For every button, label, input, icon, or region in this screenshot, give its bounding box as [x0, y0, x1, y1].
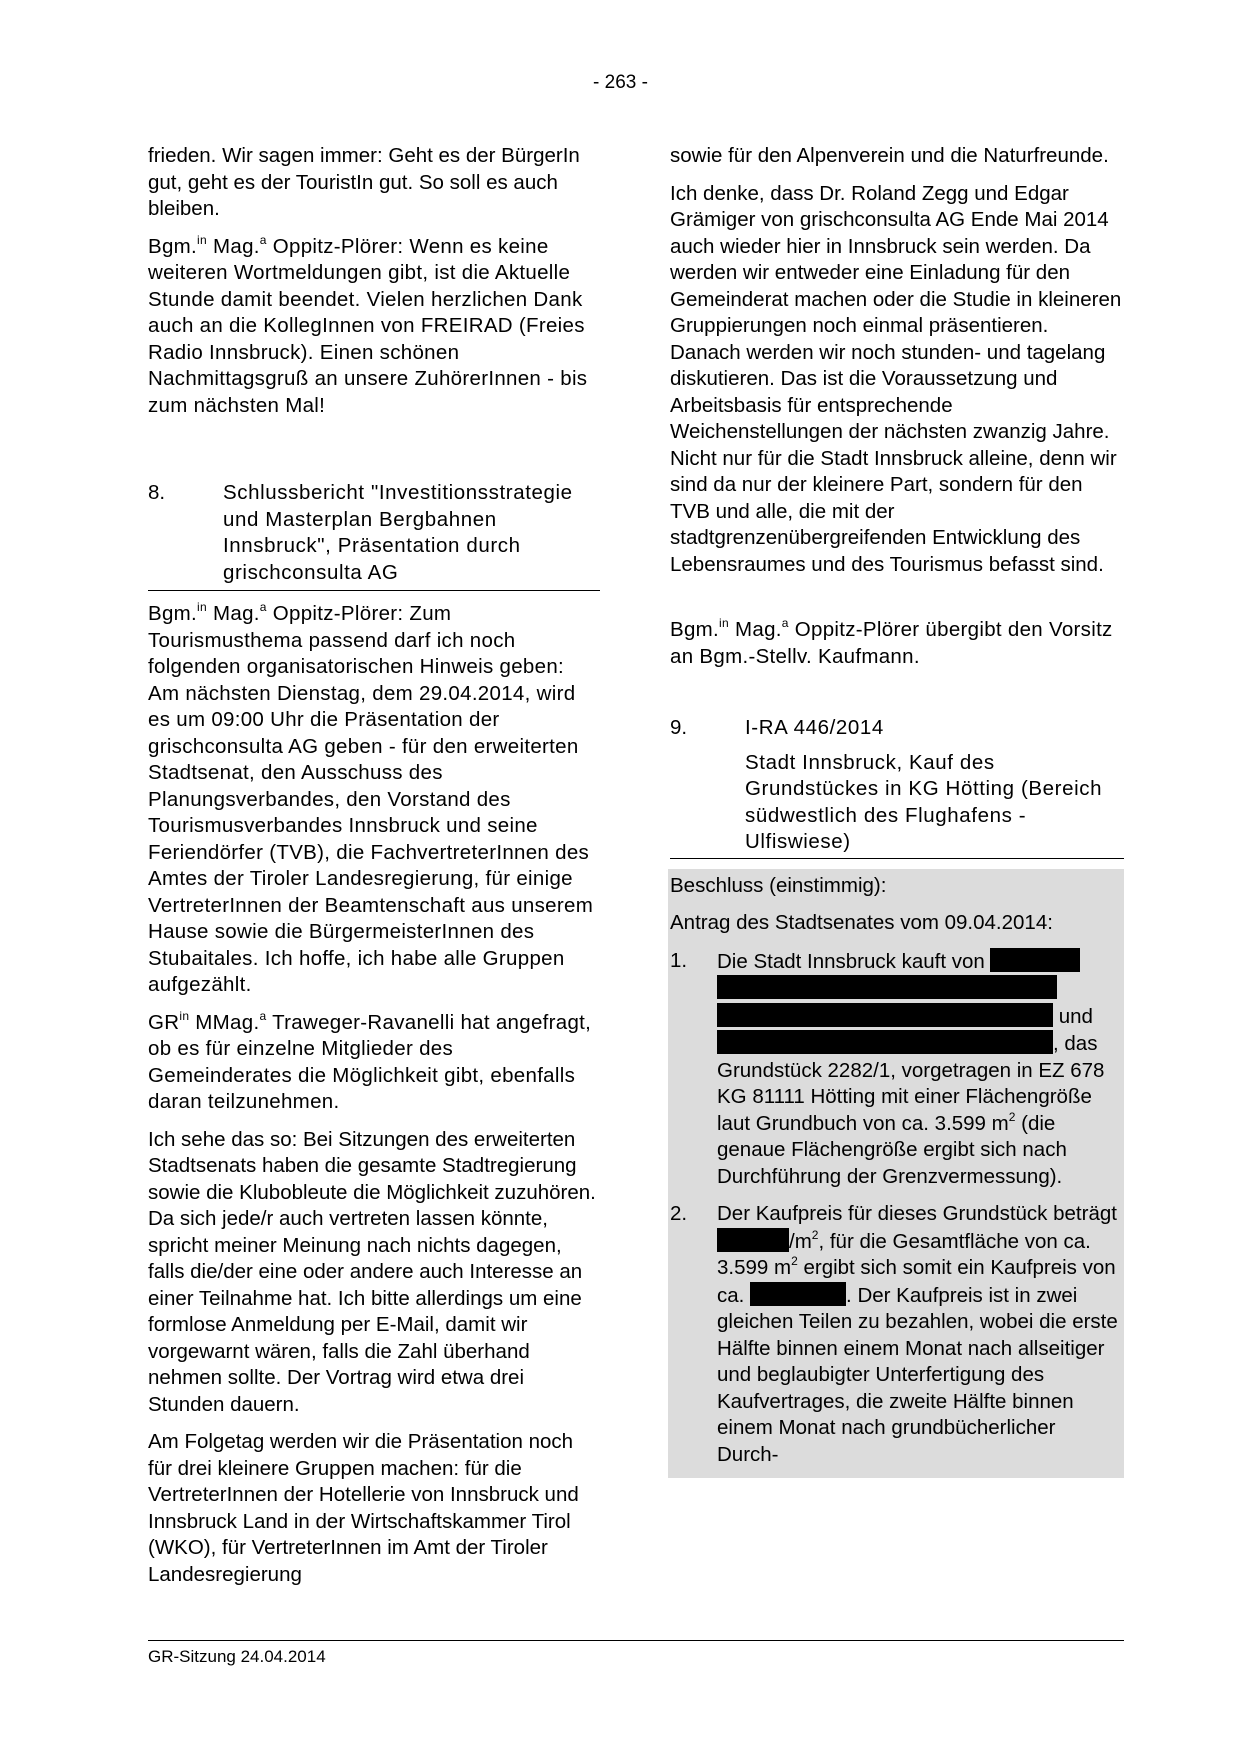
motion-label: Antrag des Stadtsenates vom 09.04.2014:: [670, 911, 1053, 934]
motion-item-text: Die Stadt Innsbruck kauft von und , das Grundstück 2282/1, vorgetragen in EZ 678 KG 81111 Hötting mit einer Flächengröße laut Grundbuch von ca. 3.599 $m^2$ (die genaue Flächengröße ergibt sich nach Durchführung der Grenzvermessung).: [717, 949, 1105, 1188]
speaker-paragraph: Bgm.$^{in}$ Mag.$^a$ Oppitz-Plörer: Zum Tourismusthema passend darf ich noch folgenden organisatorischen Hinweis geben: Am nächsten Dienstag, dem 29.04.2014, wird es um 09:00 Uhr die Präsentation der grischconsulta AG geben - für den erweiterten Stadtsenat, den Ausschuss des Planungsverbandes, den Vorstand des Tourismusverbandes Innsbruck und seine Feriendörfer (TVB), die FachvertreterInnen des Amtes der Tiroler Landesregierung, für einige VertreterInnen der Beamtenschaft aus unserem Hause sowie die BürgermeisterInnen des Stubaitales. Ich hoffe, ich habe alle Gruppen aufgezählt.: [148, 600, 594, 996]
right-column: [670, 143, 1124, 1478]
redaction-bar: [717, 1003, 1053, 1027]
redaction-bar: [750, 1282, 846, 1306]
agenda-item-number: 9.: [670, 716, 688, 739]
page-footer: GR-Sitzung 24.04.2014: [148, 1640, 1124, 1667]
paragraph: Am Folgetag werden wir die Präsentation noch für drei kleinere Gruppen machen: für die VertreterInnen der Hotellerie von Innsbruck und Innsbruck Land in der Wirtschaftskammer Tirol (WKO), für VertreterInnen im Amt der Tiroler Landesregierung: [148, 1430, 579, 1586]
agenda-item-8-heading: [148, 480, 600, 591]
resolution-label: Beschluss (einstimmig):: [670, 873, 887, 897]
speaker-paragraph: $GR^{in}$ MMag.$^a$ Traweger-Ravanelli hat angefragt, ob es für einzelne Mitglieder des Gemeinderates die Möglichkeit gibt, ebenfalls daran teilzunehmen.: [148, 1008, 592, 1113]
agenda-item-9-heading: [670, 715, 1124, 742]
agenda-item-title: Schlussbericht "Investitionsstrategie und Masterplan Bergbahnen Innsbruck", Präsentation durch grischconsulta AG: [223, 481, 573, 584]
motion-item-text: Der Kaufpreis für dieses Grundstück beträgt $/m^2$, für die Gesamtfläche von ca. 3.599 $m^2$ ergibt sich somit ein Kaufpreis von ca. . Der Kaufpreis ist in zwei gleichen Teilen zu bezahlen, wobei die erste Hälfte binnen einem Monat nach allseitiger und beglaubigter Unterfertigung des Kaufvertrages, die zweite Hälfte binnen einem Monat nach grundbücherlicher Durch-: [717, 1202, 1118, 1466]
paragraph: frieden. Wir sagen immer: Geht es der BürgerIn gut, geht es der TouristIn gut. So soll es auch bleiben.: [148, 144, 580, 220]
motion-item-number: 2.: [670, 1202, 688, 1225]
redaction-bar: [717, 1030, 1053, 1054]
redaction-bar: [717, 1228, 789, 1252]
redaction-bar: [717, 975, 1057, 999]
agenda-item-number: 8.: [148, 481, 166, 504]
speaker-paragraph: Bgm.$^{in}$ Mag.$^a$ Oppitz-Plörer: Wenn es keine weiteren Wortmeldungen gibt, ist die Aktuelle Stunde damit beendet. Vielen herzlichen Dank auch an die KollegInnen von FREIRAD (Freies Radio Innsbruck). Einen schönen Nachmittagsgruß an unsere ZuhörerInnen - bis zum nächsten Mal!: [148, 232, 588, 417]
motion-item-1: [670, 948, 1122, 1191]
page-number: - 263 -: [593, 72, 648, 93]
redaction-bar: [990, 948, 1080, 972]
motion-item-number: 1.: [670, 948, 688, 972]
paragraph: Ich denke, dass Dr. Roland Zegg und Edgar Grämiger von grischconsulta AG Ende Mai 2014 auch wieder hier in Innsbruck sein werden. Da werden wir entweder eine Einladung für den Gemeinderat machen oder die Studie in kleineren Gruppierungen noch einmal präsentieren. Danach werden wir noch stunden- und tagelang diskutieren. Das ist die Voraussetzung und Arbeitsbasis für entsprechende Weichenstellungen der nächsten zwanzig Jahre. Nicht nur für die Stadt Innsbruck alleine, denn wir sind da nur der kleinere Part, sondern für den TVB und alle, die mit der stadtgrenzenübergreifenden Entwicklung des Lebensraumes und des Tourismus befasst sind.: [670, 181, 1122, 576]
agenda-item-title: Stadt Innsbruck, Kauf des Grundstückes in KG Hötting (Bereich südwestlich des Flughafens - Ulfiswiese): [745, 750, 1103, 853]
speaker-paragraph: Bgm.$^{in}$ Mag.$^a$ Oppitz-Plörer übergibt den Vorsitz an Bgm.-Stellv. Kaufmann.: [670, 616, 1113, 668]
paragraph: sowie für den Alpenverein und die Naturfreunde.: [670, 144, 1109, 167]
motion-item-2: [670, 1201, 1122, 1468]
agenda-item-9-title-row: [670, 750, 1124, 859]
agenda-item-reference: I-RA 446/2014: [745, 716, 884, 739]
left-column: [148, 143, 600, 1599]
resolution-box: [668, 869, 1124, 1479]
paragraph: Ich sehe das so: Bei Sitzungen des erweiterten Stadtsenats haben die gesamte Stadtregierung sowie die Klubobleute die Möglichkeit zuzuhören. Da sich jede/r auch vertreten lassen könnte, spricht meiner Meinung nach nichts dagegen, falls die/der eine oder andere auch Interesse an einer Teilnahme hat. Ich bitte allerdings um eine formlose Anmeldung per E-Mail, damit wir vorgewarnt wären, falls die Zahl überhand nehmen sollte. Der Vortrag wird etwa drei Stunden dauern.: [148, 1127, 596, 1416]
